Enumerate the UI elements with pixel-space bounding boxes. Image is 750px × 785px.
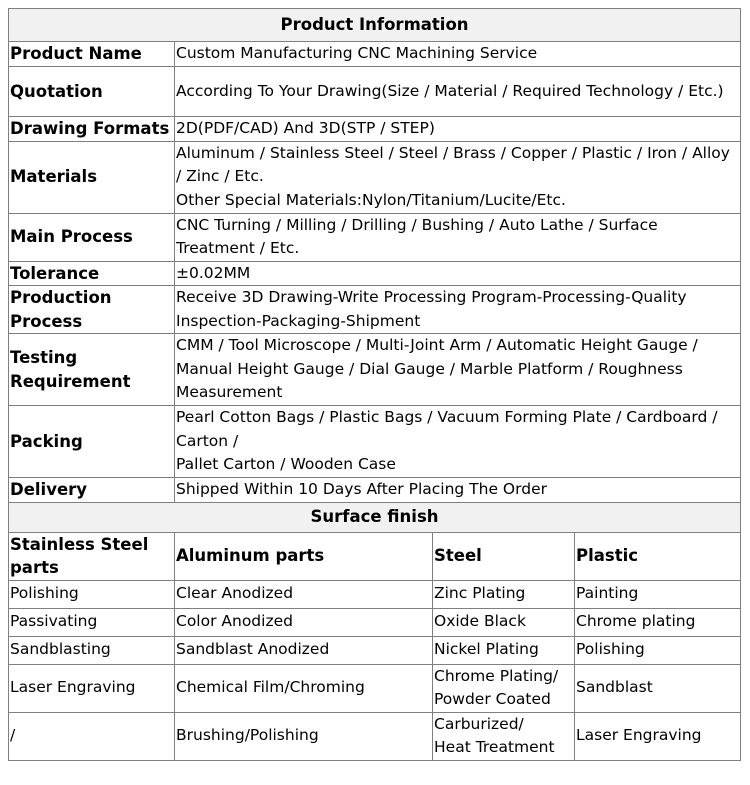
product-spec-table: [8, 8, 741, 761]
info-row: [9, 141, 741, 213]
finish-cell: Polishing: [9, 580, 175, 608]
info-label: Main Process: [9, 213, 175, 261]
surface-finish-title: Surface finish: [9, 502, 741, 532]
product-info-header-row: [9, 9, 741, 42]
info-row: [9, 478, 741, 503]
finish-row: [9, 664, 741, 712]
finish-cell: /: [9, 712, 175, 760]
info-value: 2D(PDF/CAD) And 3D(STP / STEP): [175, 117, 741, 142]
info-label: Packing: [9, 406, 175, 478]
info-value: Receive 3D Drawing-Write Processing Program-Processing-Quality Inspection-Packaging-Shipment: [175, 286, 741, 334]
finish-cell: Laser Engraving: [575, 712, 741, 760]
finish-row: [9, 580, 741, 608]
info-label: Drawing Formats: [9, 117, 175, 142]
finish-cell: Polishing: [575, 636, 741, 664]
info-value: Shipped Within 10 Days After Placing The Order: [175, 478, 741, 503]
finish-cell: Passivating: [9, 608, 175, 636]
column-header: Steel: [433, 532, 575, 580]
info-label: Quotation: [9, 67, 175, 117]
product-info-title: Product Information: [9, 9, 741, 42]
info-row: [9, 286, 741, 334]
finish-cell: Nickel Plating: [433, 636, 575, 664]
info-label: Production Process: [9, 286, 175, 334]
info-label: Product Name: [9, 42, 175, 67]
column-header: Stainless Steel parts: [9, 532, 175, 580]
surface-finish-header-row: [9, 502, 741, 532]
surface-finish-column-headers: [9, 532, 741, 580]
info-row: [9, 42, 741, 67]
finish-row: [9, 608, 741, 636]
finish-cell: Chemical Film/Chroming: [175, 664, 433, 712]
finish-cell: Chrome plating: [575, 608, 741, 636]
finish-cell: Carburized/ Heat Treatment: [433, 712, 575, 760]
column-header: Plastic: [575, 532, 741, 580]
info-row: [9, 67, 741, 117]
info-value: Custom Manufacturing CNC Machining Service: [175, 42, 741, 67]
info-label: Materials: [9, 141, 175, 213]
info-value: CMM / Tool Microscope / Multi-Joint Arm / Automatic Height Gauge / Manual Height Gauge / Dial Gauge / Marble Platform / Roughness Measurement: [175, 334, 741, 406]
finish-cell: Sandblasting: [9, 636, 175, 664]
info-row: [9, 334, 741, 406]
finish-cell: Sandblast: [575, 664, 741, 712]
finish-cell: Sandblast Anodized: [175, 636, 433, 664]
info-label: Testing Requirement: [9, 334, 175, 406]
info-value: Aluminum / Stainless Steel / Steel / Brass / Copper / Plastic / Iron / Alloy / Zinc / Etc. Other Special Materials:Nylon/Titanium/Lucite/Etc.: [175, 141, 741, 213]
finish-cell: Laser Engraving: [9, 664, 175, 712]
finish-cell: Oxide Black: [433, 608, 575, 636]
info-row: [9, 406, 741, 478]
info-row: [9, 261, 741, 286]
finish-cell: Chrome Plating/ Powder Coated: [433, 664, 575, 712]
finish-row: [9, 712, 741, 760]
finish-row: [9, 636, 741, 664]
info-row: [9, 117, 741, 142]
finish-cell: Clear Anodized: [175, 580, 433, 608]
info-row: [9, 213, 741, 261]
finish-cell: Zinc Plating: [433, 580, 575, 608]
info-label: Tolerance: [9, 261, 175, 286]
info-label: Delivery: [9, 478, 175, 503]
info-value: According To Your Drawing(Size / Material / Required Technology / Etc.): [175, 67, 741, 117]
finish-cell: Brushing/Polishing: [175, 712, 433, 760]
info-value: Pearl Cotton Bags / Plastic Bags / Vacuum Forming Plate / Cardboard / Carton / Pallet Carton / Wooden Case: [175, 406, 741, 478]
info-value: CNC Turning / Milling / Drilling / Bushing / Auto Lathe / Surface Treatment / Etc.: [175, 213, 741, 261]
finish-cell: Painting: [575, 580, 741, 608]
info-value: ±0.02MM: [175, 261, 741, 286]
finish-cell: Color Anodized: [175, 608, 433, 636]
column-header: Aluminum parts: [175, 532, 433, 580]
